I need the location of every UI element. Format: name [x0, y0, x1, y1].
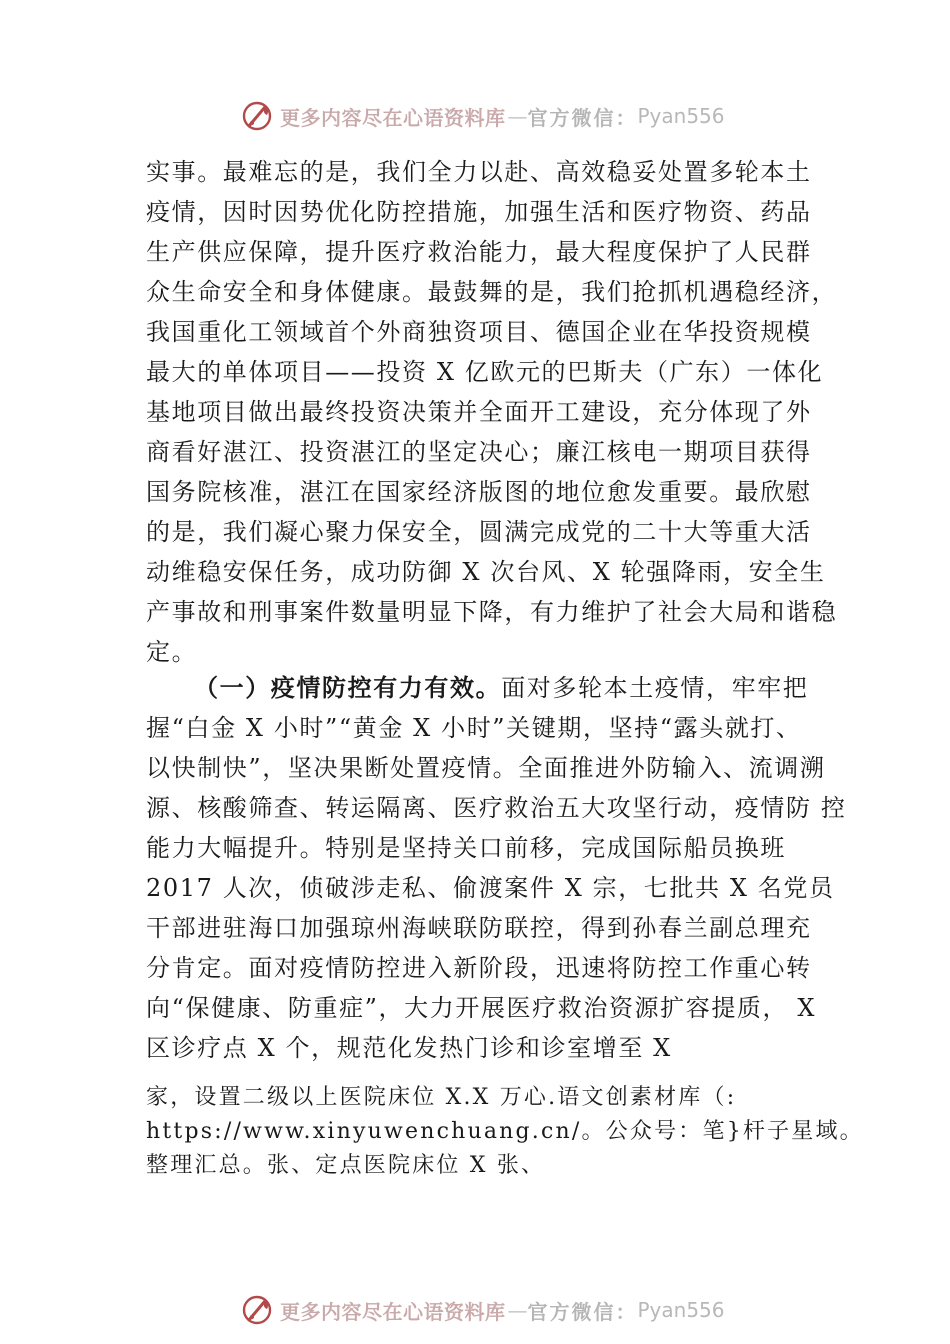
banner-wechat-label: 官方微信： [527, 105, 638, 130]
text-line: 家，设置二级以上医院床位 X.X 万心.语文创素材库（: [146, 1085, 737, 1110]
text-line: 我国重化工领域首个外商独资项目、德国企业在华投资规模 [146, 318, 812, 346]
text-line: 基地项目做出最终投资决策并全面开工建设，充分体现了外 [146, 398, 812, 426]
text-line: 生产供应保障，提升医疗救治能力，最大程度保护了人民群 [146, 238, 812, 266]
text-line: https://www.xinyuwenchuang.cn/。公众号：笔}杆子星域。 [146, 1119, 864, 1144]
tail-paragraph [146, 1081, 864, 1183]
text-line: 2017 人次，侦破涉走私、偷渡案件 X 宗，七批共 X 名党员 [146, 874, 835, 902]
paragraph-1 [146, 152, 836, 672]
text-line: 区诊疗点 X 个，规范化发热门诊和诊室增至 X [146, 1034, 672, 1062]
text-line: 众生命安全和身体健康。最鼓舞的是，我们抢抓机遇稳经济， [146, 278, 838, 306]
text-line: 实事。最难忘的是，我们全力以赴、高效稳妥处置多轮本土 [146, 158, 812, 186]
section-heading: （一）疫情防控有力有效。 [194, 673, 502, 702]
text-line: 源、核酸筛查、转运隔离、医疗救治五大攻坚行动，疫情防 控 [146, 794, 847, 822]
text-line: 干部进驻海口加强琼州海峡联防联控，得到孙春兰副总理充 [146, 914, 812, 942]
text-line: 握“白金 X 小时”“黄金 X 小时”关键期，坚持“露头就打、 [146, 714, 802, 742]
text-line: 向“保健康、防重症”，大力开展医疗救治资源扩容提质， X [146, 994, 817, 1022]
banner-wechat-label: 官方微信： [527, 1299, 638, 1324]
banner-wechat-id: Pyan556 [637, 1298, 725, 1322]
text-line: 产事故和刑事案件数量明显下降，有力维护了社会大局和谐稳 [146, 598, 838, 626]
banner-separator: — [507, 1298, 528, 1322]
text-line: 分肯定。面对疫情防控进入新阶段，迅速将防控工作重心转 [146, 954, 812, 982]
header-banner [240, 96, 760, 136]
banner-main-text: 更多内容尽在心语资料库 [280, 105, 506, 130]
quill-seal-icon [240, 99, 274, 133]
text-line: 定。 [146, 638, 198, 666]
quill-seal-icon [240, 1293, 274, 1327]
banner-main-text: 更多内容尽在心语资料库 [280, 1299, 506, 1324]
text-line: 动维稳安保任务，成功防御 X 次台风、X 轮强降雨，安全生 [146, 558, 826, 586]
text-line: 整理汇总。张、定点医院床位 X 张、 [146, 1153, 546, 1178]
paragraph-2 [146, 668, 847, 1068]
footer-banner [240, 1290, 760, 1330]
text-line: 国务院核准，湛江在国家经济版图的地位愈发重要。最欣慰 [146, 478, 812, 506]
banner-separator: — [507, 104, 528, 128]
text-line: 商看好湛江、投资湛江的坚定决心；廉江核电一期项目获得 [146, 438, 812, 466]
text-line: 以快制快”，坚决果断处置疫情。全面推进外防输入、流调溯 [146, 754, 826, 782]
banner-wechat-id: Pyan556 [637, 104, 725, 128]
text-line: 疫情，因时因势优化防控措施，加强生活和医疗物资、药品 [146, 198, 812, 226]
text-line: 能力大幅提升。特别是坚持关口前移，完成国际船员换班 [146, 834, 786, 862]
section-heading-rest: 面对多轮本土疫情，牢牢把 [501, 674, 809, 702]
text-line: 最大的单体项目——投资 X 亿欧元的巴斯夫（广东）一体化 [146, 358, 824, 386]
section-first-line [146, 668, 836, 708]
text-line: 的是，我们凝心聚力保安全，圆满完成党的二十大等重大活 [146, 518, 812, 546]
